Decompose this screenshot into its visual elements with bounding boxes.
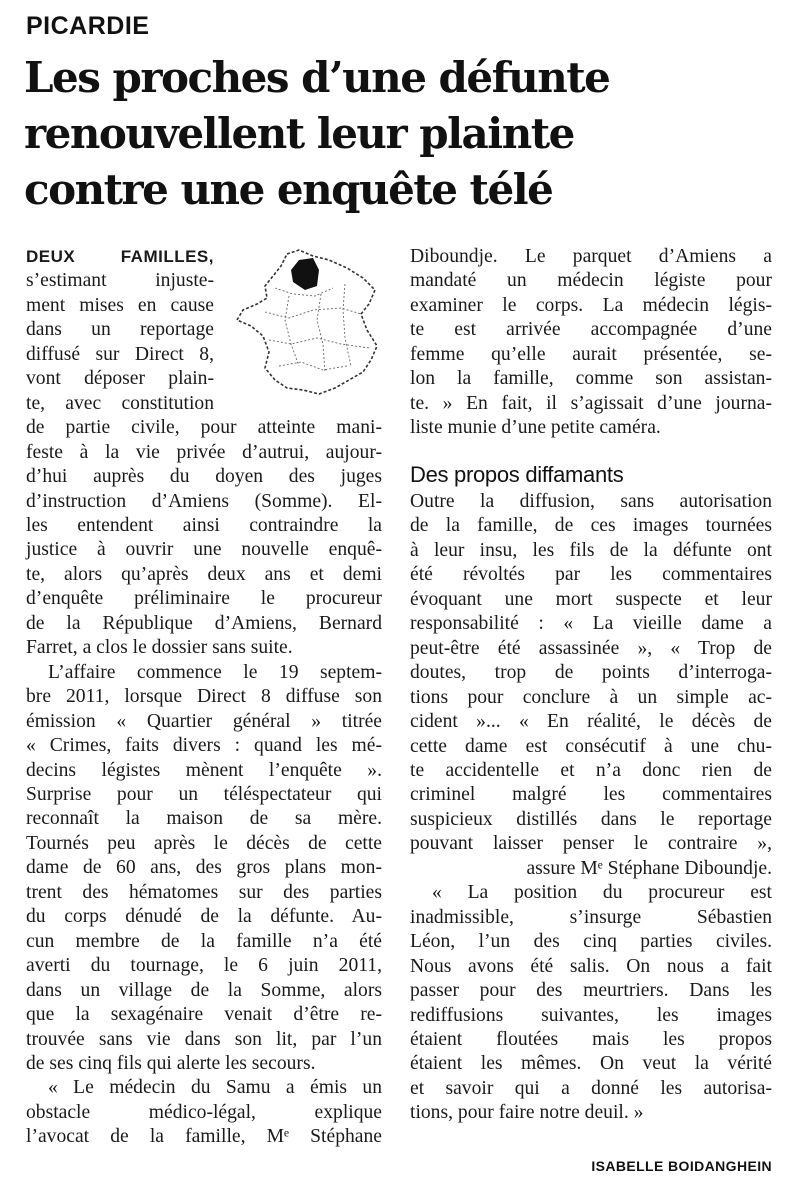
- text-line: L’affaire commence le 19 septem-: [48, 661, 382, 683]
- text-line: diffusé sur Direct 8,: [26, 343, 214, 365]
- text-line: vont déposer plain-: [26, 368, 214, 390]
- text-line: tions, pour faire notre deuil. »: [410, 1102, 644, 1124]
- text-line: decins légistes mènent l’enquête ».: [26, 759, 382, 781]
- text-line: Diboundje. Le parquet d’Amiens a: [410, 246, 772, 267]
- text-line: les entendent ainsi contraindre la: [26, 514, 382, 536]
- lead-in: DEUX FAMILLES,: [26, 247, 214, 266]
- text-line: Léon, l’un des cinq parties civiles.: [410, 931, 772, 953]
- text-line: assure Mᵉ Stéphane Diboundje.: [526, 857, 772, 879]
- byline: ISABELLE BOIDANGHEIN: [591, 1158, 772, 1174]
- text-line: de la famille, de ces images tournées: [410, 515, 772, 537]
- text-line: étaient les mêmes. On veut la vérité: [410, 1053, 772, 1075]
- text-line: de la République d’Amiens, Bernard: [26, 612, 382, 634]
- text-line: s’estimant injuste-: [26, 270, 214, 292]
- text-line: et savoir qui a donné les autorisa-: [410, 1077, 772, 1099]
- text-line: bre 2011, lorsque Direct 8 diffuse son: [26, 686, 382, 708]
- headline: [24, 50, 784, 218]
- text-line: Surprise pour un téléspectateur qui: [26, 783, 382, 805]
- text-line: dans un village de la Somme, alors: [26, 979, 382, 1001]
- text-line: cun membre de la famille n’a été: [26, 930, 382, 952]
- text-line: d’hui auprès du doyen des juges: [26, 466, 382, 488]
- text-line: que la sexagénaire venait d’être re-: [26, 1004, 382, 1026]
- text-line: « Le médecin du Samu a émis un: [48, 1077, 382, 1099]
- text-line: peut-être été assassinée », « Trop de: [410, 637, 772, 659]
- text-line: inadmissible, s’insurge Sébastien: [410, 906, 772, 928]
- text-line: reconnaît la maison de sa mère.: [26, 808, 382, 830]
- text-line: doutes, trop de points d’interroga-: [410, 662, 772, 684]
- text-line: rediffusions suivantes, les images: [410, 1004, 772, 1026]
- section-kicker: PICARDIE: [26, 12, 150, 40]
- text-line: te, alors qu’après deux ans et demi: [26, 563, 382, 585]
- text-line: Outre la diffusion, sans autorisation: [410, 491, 772, 512]
- text-line: de ses cinq fils qui alerte les secours.: [26, 1052, 316, 1074]
- text-line: dame de 60 ans, des gros plans mon-: [26, 857, 382, 879]
- text-line: trouvée sans vie dans son lit, par l’un: [26, 1028, 382, 1050]
- text-line: cette dame est consécutif à une chu-: [410, 735, 772, 757]
- text-line: Nous avons été salis. On nous a fait: [410, 955, 772, 977]
- text-line: passer pour des meurtriers. Dans les: [410, 980, 772, 1002]
- subheading: Des propos diffamants: [410, 462, 624, 487]
- text-line: évoquant une mort suspecte et leur: [410, 588, 772, 610]
- text-line: tions pour conclure à un simple ac-: [410, 686, 772, 708]
- text-line: pouvant laisser penser le contraire »,: [410, 833, 772, 855]
- text-line: à leur insu, les fils de la défunte ont: [410, 539, 772, 561]
- text-line: Tournés peu après le décès de cette: [26, 832, 382, 854]
- text-line: suspicieux distillés dans le reportage: [410, 808, 772, 830]
- text-line: de partie civile, pour atteinte mani-: [26, 417, 382, 439]
- left-column: [26, 245, 382, 1150]
- text-line: « Crimes, faits divers : quand les mé-: [26, 735, 382, 757]
- text-line: l’avocat de la famille, Mᵉ Stéphane: [26, 1126, 382, 1148]
- headline-line: contre une enquête télé: [24, 165, 553, 214]
- text-line: feste à la vie privée d’autrui, aujour-: [26, 441, 382, 463]
- text-line: responsabilité : « La vieille dame a: [410, 613, 772, 635]
- text-line: émission « Quartier général » titrée: [26, 710, 382, 732]
- text-line: été révoltés par les commentaires: [410, 564, 772, 586]
- text-line: [26, 245, 214, 269]
- text-line: dans un reportage: [26, 319, 214, 341]
- text-line: d’enquête préliminaire le procureur: [26, 588, 382, 610]
- text-line: justice à ouvrir une nouvelle enquê-: [26, 539, 382, 561]
- text-line: femme qu’elle aurait présentée, se-: [410, 343, 772, 365]
- text-line: te, avec constitution: [26, 392, 214, 414]
- text-line: examiner le corps. La médecin légis-: [410, 294, 772, 316]
- text-line: lon la famille, comme son assistan-: [410, 368, 772, 390]
- text-line: Farret, a clos le dossier sans suite.: [26, 637, 293, 659]
- text-line: « La position du procureur est: [432, 882, 772, 904]
- text-line: ment mises en cause: [26, 294, 214, 316]
- text-line: liste munie d’une petite caméra.: [410, 417, 661, 439]
- text-line: criminel malgré les commentaires: [410, 784, 772, 806]
- text-line: étaient floutées mais les propos: [410, 1028, 772, 1050]
- text-line: obstacle médico-légal, explique: [26, 1101, 382, 1123]
- headline-line: renouvellent leur plainte: [24, 109, 574, 158]
- text-line: te est arrivée accompagnée d’une: [410, 319, 772, 341]
- text-line: mandaté un médecin légiste pour: [410, 270, 772, 292]
- text-line: te accidentelle et n’a donc rien de: [410, 759, 772, 781]
- text-line: d’instruction d’Amiens (Somme). El-: [26, 490, 382, 512]
- text-line: cident »... « En réalité, le décès de: [410, 711, 772, 733]
- right-column-top: [410, 245, 772, 441]
- text-line: du corps dénudé de la défunte. Au-: [26, 906, 382, 928]
- text-line: trent des hématomes sur des parties: [26, 881, 382, 903]
- headline-line: Les proches d’une défunte: [24, 53, 610, 102]
- right-column-bottom: [410, 490, 772, 1126]
- text-line: te. » En fait, il s’agissait d’une journa-: [410, 392, 772, 414]
- text-line: averti du tournage, le 6 juin 2011,: [26, 955, 382, 977]
